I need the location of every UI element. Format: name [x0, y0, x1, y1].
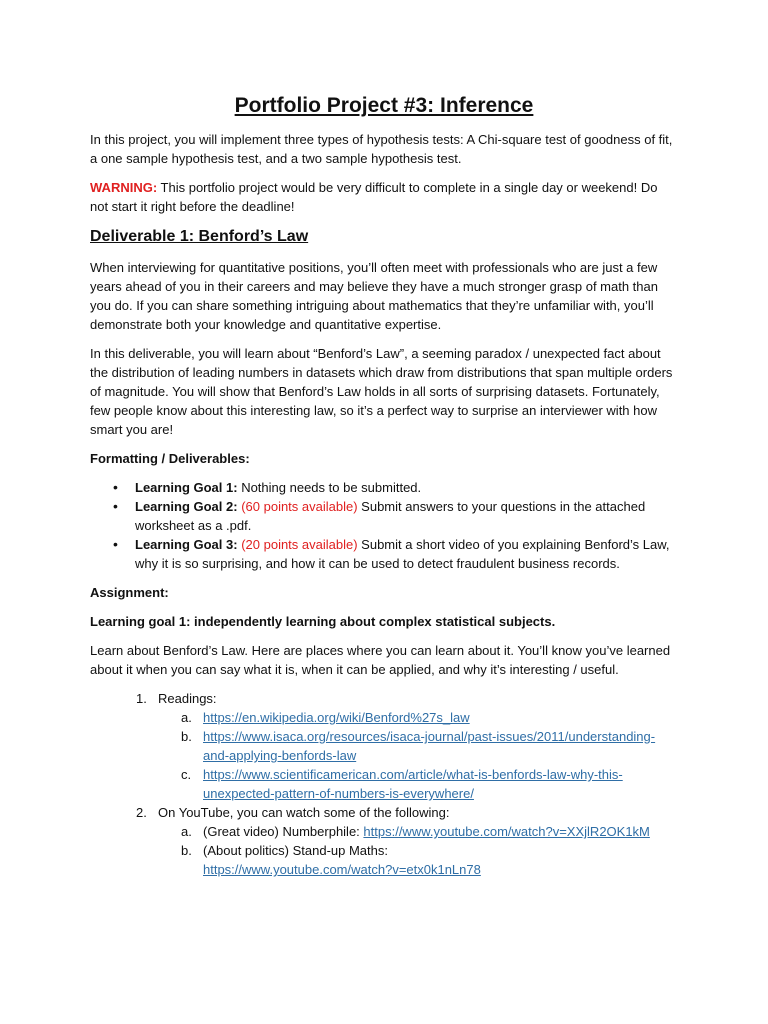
readings-sublist	[158, 708, 678, 803]
scientific-american-link[interactable]: https://www.scientificamerican.com/article/what-is-benfords-law-why-this-unexpected-pattern-of-numbers-is-everywhere/	[203, 767, 623, 801]
list-marker: b.	[181, 729, 192, 744]
goal-label: Learning Goal 2:	[135, 499, 238, 514]
youtube-label: On YouTube, you can watch some of the following:	[158, 805, 450, 820]
goal-text: Nothing needs to be submitted.	[237, 480, 422, 495]
goal-text: Submit answers to your questions in the attached worksheet as a .pdf.	[135, 499, 646, 533]
learning-goal-1-item	[135, 478, 678, 497]
list-marker: a.	[181, 824, 192, 839]
formatting-heading: Formatting / Deliverables:	[90, 451, 250, 466]
assignment-heading: Assignment:	[90, 585, 169, 600]
benford-description-paragraph: In this deliverable, you will learn about “Benford’s Law”, a seeming paradox / unexpected fact about the distribution of leading numbers in datasets which draw from distributions that span multiple orders of magnitude. You will show that Benford’s Law holds in all sorts of surprising datasets. Fortunately, few people know about this interesting law, so it’s a perfect way to surprise an interviewer with how smart you are!	[90, 346, 673, 437]
reading-wikipedia	[181, 708, 678, 727]
list-marker: b.	[181, 843, 192, 858]
video-standup-maths	[181, 841, 678, 879]
readings-label: Readings:	[158, 691, 217, 706]
warning-text: This portfolio project would be very difficult to complete in a single day or weekend! Do not start it right before the deadline!	[90, 180, 658, 214]
video-numberphile	[181, 822, 678, 841]
standup-maths-link[interactable]: https://www.youtube.com/watch?v=etx0k1nLn78	[203, 862, 481, 877]
goal-label: Learning Goal 3:	[135, 537, 238, 552]
reading-isaca	[181, 727, 678, 765]
list-marker: 2.	[136, 805, 147, 820]
readings-item	[136, 689, 678, 803]
youtube-item	[136, 803, 678, 879]
goal-points: (60 points available)	[241, 499, 358, 514]
goal-text: Submit a short video of you explaining Benford’s Law, why it is so surprising, and how it can be used to detect fraudulent business records.	[135, 537, 670, 571]
learning-goal-2-item	[135, 497, 678, 535]
wikipedia-link[interactable]: https://en.wikipedia.org/wiki/Benford%27s_law	[203, 710, 470, 725]
isaca-link[interactable]: https://www.isaca.org/resources/isaca-journal/past-issues/2011/understanding-and-applying-benfords-law	[203, 729, 656, 763]
reading-scientific-american	[181, 765, 678, 803]
deliverable-1-heading: Deliverable 1: Benford’s Law	[90, 228, 309, 245]
list-marker: a.	[181, 710, 192, 725]
numberphile-link[interactable]: https://www.youtube.com/watch?v=XXjlR2OK1kM	[363, 824, 650, 839]
goal-label: Learning Goal 1:	[135, 480, 238, 495]
learning-goals-list	[90, 478, 678, 573]
goal-points: (20 points available)	[241, 537, 358, 552]
youtube-sublist	[158, 822, 678, 879]
learning-goal-1-heading: Learning goal 1: independently learning about complex statistical subjects.	[90, 614, 556, 629]
intro-paragraph: In this project, you will implement three types of hypothesis tests: A Chi-square test of goodness of fit, a one sample hypothesis test, and a two sample hypothesis test.	[90, 132, 673, 166]
page-title: Portfolio Project #3: Inference	[234, 94, 534, 117]
warning-label: WARNING:	[90, 180, 158, 195]
learn-about-paragraph: Learn about Benford’s Law. Here are places where you can learn about it. You’ll know you’ve learned about it when you can say what it is, when it can be applied, and why it’s interesting / useful.	[90, 643, 671, 677]
list-marker: 1.	[136, 691, 147, 706]
video-description: (About politics) Stand-up Maths:	[203, 843, 388, 858]
resources-list	[90, 689, 678, 879]
interview-paragraph: When interviewing for quantitative positions, you’ll often meet with professionals who are just a few years ahead of you in their careers and may believe they have a much stronger grasp of math than you do. If you can share something intriguing about mathematics that they’re unfamiliar with, you’ll demonstrate both your knowledge and quantitative expertise.	[90, 260, 658, 332]
video-description: (Great video) Numberphile:	[203, 824, 364, 839]
learning-goal-3-item	[135, 535, 678, 573]
warning-paragraph	[90, 178, 678, 216]
list-marker: c.	[181, 767, 192, 782]
